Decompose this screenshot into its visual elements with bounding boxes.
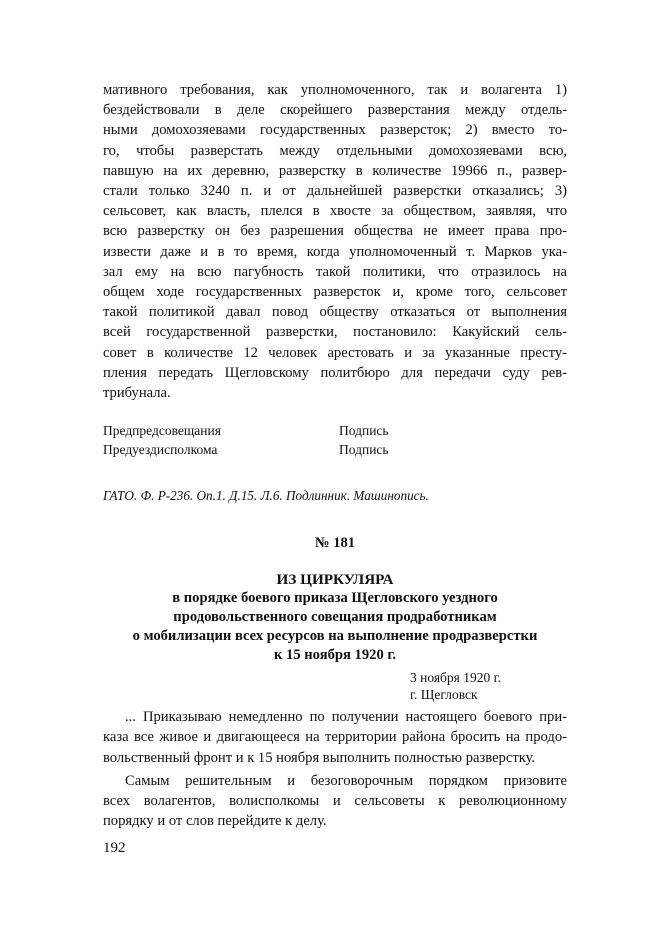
document-title-main: ИЗ ЦИРКУЛЯРА bbox=[276, 571, 394, 589]
archive-reference: ГАТО. Ф. Р-236. Оп.1. Д.15. Л.6. Подлинник. Машинопись. bbox=[103, 488, 429, 504]
text-block-2 bbox=[103, 707, 567, 831]
signature-block bbox=[103, 421, 567, 459]
text-line: мативного требования, как уполномоченного, так и волагента 1) bbox=[103, 82, 567, 98]
document-number: № 181 bbox=[314, 535, 356, 552]
text-line: Самым решительным и безоговорочным порядком призовите bbox=[125, 772, 567, 789]
text-line: совет в количестве 12 человек арестовать и за указанные престу- bbox=[103, 344, 567, 361]
document-title-line: в порядке боевого приказа Щегловского уездного bbox=[172, 590, 498, 607]
page-number: 192 bbox=[103, 840, 126, 856]
text-line: трибунала. bbox=[103, 385, 171, 402]
signature-role: Предуездисполкома bbox=[103, 442, 218, 458]
text-line: павшую на их деревню, разверстку в количестве 19966 п., развер- bbox=[103, 162, 567, 179]
document-date: 3 ноября 1920 г. bbox=[410, 670, 502, 686]
text-line: общем ходе государственных разверсток и, кроме того, сельсовет bbox=[103, 284, 567, 301]
text-line: ... Приказываю немедленно по получении настоящего боевого при- bbox=[125, 709, 567, 726]
document-title bbox=[103, 570, 567, 665]
signature-row bbox=[103, 421, 567, 440]
text-block-1 bbox=[103, 80, 567, 403]
text-line: такой политикой давал повод обществу отказаться от выполнения bbox=[103, 304, 567, 321]
text-line: зал ему на всю пагубность такой политики, что отразилось на bbox=[103, 263, 567, 280]
text-line: ными домохозяевами государственных разверсток; 2) вместо то- bbox=[103, 122, 567, 139]
document-title-line: к 15 ноября 1920 г. bbox=[273, 647, 397, 664]
text-line: пления передать Щегловскому политбюро для передачи суду рев- bbox=[103, 364, 567, 381]
text-line: сельсовет, как власть, плелся в хвосте за обществом, заявляя, что bbox=[103, 203, 567, 220]
document-title-line: о мобилизации всех ресурсов на выполнение продразверстки bbox=[132, 628, 538, 645]
text-line: всей государственной разверстки, постановило: Какуйский сель- bbox=[103, 324, 567, 341]
paragraph bbox=[103, 771, 567, 832]
date-place bbox=[103, 669, 567, 703]
text-line: всю разверстку он без разрешения общества не имеет права про- bbox=[103, 223, 567, 240]
text-line: извести даже и в то время, когда уполномоченный т. Марков ука- bbox=[103, 243, 567, 260]
text-line: го, чтобы разверстать между отдельными домохозяевами всю, bbox=[103, 142, 567, 159]
signature-mark: Подпись bbox=[339, 423, 389, 439]
signature-row bbox=[103, 440, 567, 459]
document-place: г. Щегловск bbox=[410, 687, 478, 703]
text-line: порядку и от слов перейдите к делу. bbox=[103, 813, 327, 830]
text-line: каза все живое и двигающееся на территории района бросить на продо- bbox=[103, 729, 567, 746]
text-line: стали только 3240 п. и от дальнейшей разверстки отказались; 3) bbox=[103, 183, 567, 200]
document-title-line: продовольственного совещания продработникам bbox=[173, 609, 497, 626]
page-body bbox=[103, 80, 567, 834]
text-line: бездействовали в деле скорейшего разверстания между отдель- bbox=[103, 102, 567, 119]
text-line: вольственный фронт и к 15 ноября выполнить полностью разверстку. bbox=[103, 749, 536, 766]
signature-role: Предпредсовещания bbox=[103, 423, 221, 439]
paragraph bbox=[103, 707, 567, 768]
text-line: всех волагентов, волисполкомы и сельсоветы к революционному bbox=[103, 793, 567, 810]
signature-mark: Подпись bbox=[339, 442, 389, 458]
